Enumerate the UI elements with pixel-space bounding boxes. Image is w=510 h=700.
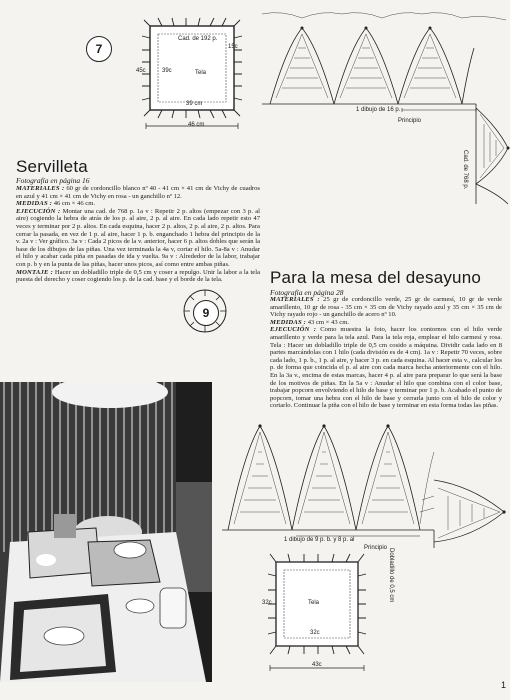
servilleta-paragraph: MONTAJE : Hacer un dobladillo triple de 0,5 cm y coser a repulgo. Unir la labor a la tela puesta del derecho y coser cogiendo los p. de la cad. base y el borde de la tela. bbox=[16, 268, 260, 284]
mesa-paragraph: EJECUCIÓN : Como muestra la foto, hacer los contornos con el hilo verde amarillento y verde para la tela azul. Para la tela roja, emplear el hilo carmesí y rosa. Tela : Hacer un dobladillo triple de 0,5 cm cosido a máquina. Dividir cada lado en 8 partes marcándolas con 1 hilo (cada división es de 4 cm). 1a v : Repetir 70 veces, sobre cada lado, 1 p. b., 1 p. al aire, y hacer 3 p. en cada esquina. Al hacer esta v., calcular los p. de forma que coincida el p. al aire con cada marca hecha anteriormente con el hilo. En la 3a v., encima de estas marcas, hacer 4 p. al aire para preparar lo que será la base de los motivos de piñas. En la 5a v : Anudar el hilo que combina con el color base, trabajar popcorn envolviendo el hilo de base y terminar por 1 p. b. Acabado el punto de popcorn, tomar una hebra con el hilo de base y cerrarla junto con el hilo de color y cortarlo. Continuar la piña con el hilo de base y terminar en esta forma todas las piñas. bbox=[270, 326, 502, 410]
diagram-center-label: Tela bbox=[195, 70, 207, 76]
diagram-right-label: 15c bbox=[228, 44, 238, 50]
placemat-repeat-label: 1 dibujo de 9 p. b. y 8 p. al bbox=[284, 537, 355, 543]
servilleta-instructions bbox=[16, 185, 260, 284]
breakfast-table-photo bbox=[0, 382, 212, 682]
mesa-paragraph: MATERIALES : 25 gr de cordoncillo verde, 25 gr de carmesí, 10 gr de verde amarillento, 10 gr de rosa - 35 cm × 35 cm de Vichy rayado azul y 35 cm × 35 cm de Vichy rayado rojo - un ganchillo de acero nº 10. bbox=[270, 296, 502, 319]
diagram-top-label: Cad. de 192 p. bbox=[178, 36, 218, 42]
placemat-bottom-label: 43c bbox=[312, 662, 322, 668]
diagram-left-label: 45c bbox=[136, 68, 146, 74]
servilleta-paragraph: EJECUCIÓN : Montar una cad. de 768 p. 1a v : Repetir 2 p. altos (empezar con 3 p. al aire) cogiendo la hebra de atrás de los p. al aire, 2 p. al aire. En cada lado repetir esto 47 veces y terminar por 2 p. altos. En cada esquina, hacer 2 p. altos, 2 p. al aire, 2 p. altos. Para cerrar la pasada, en vez de 1 p. al aire, hacer 1 p. b. enganchado 1 hebra del principio de la v. 2a v : Ver gráfico. 3a v : Cada 2 picos de la v. anterior, hacer 6 p. altos dobles que serán la base de los dibujos de las piñas. Una vez terminada la 4a v, cortar el hilo. 5a-8a v : Anudar el hilo y acabar cada piña en pasadas de ida y vuelta. 9a v : Alrededor de la labor, trabajar con p. b y en la punta de las piñas, hacer unos picos, así como entre ambas piñas. bbox=[16, 207, 260, 268]
mesa-paragraph: MEDIDAS : 43 cm × 43 cm. bbox=[270, 318, 349, 326]
pattern-number-badge-9: 9 bbox=[193, 300, 219, 326]
placemat-start-label: Principio bbox=[364, 545, 388, 551]
placemat-inner-bottom-label: 32c bbox=[310, 630, 320, 636]
placemat-circle-motif bbox=[182, 288, 228, 334]
servilleta-photo-ref: Fotografía en página 16 bbox=[16, 176, 90, 185]
mesa-title: Para la mesa del desayuno bbox=[270, 268, 482, 287]
photo-illustration bbox=[0, 382, 212, 682]
napkin-square-diagram bbox=[132, 12, 250, 132]
placemat-side-label: Dobladillo de 0,5 cm bbox=[388, 548, 394, 603]
page-number: 1 bbox=[500, 680, 506, 690]
chart-side-label: Cad. de 768 p. bbox=[462, 150, 468, 190]
placemat-left-label: 32c bbox=[262, 600, 272, 606]
placemat-square-diagram bbox=[256, 548, 376, 676]
diagram-bottom-label: 46 cm bbox=[188, 122, 205, 128]
chart-start-label: Principio bbox=[398, 118, 422, 124]
mesa-instructions bbox=[270, 296, 502, 410]
servilleta-paragraph: MATERIALES : 60 gr de cordoncillo blanco nº 40 - 41 cm × 41 cm de Vichy de cuadros en azul y 41 cm × 41 cm de Vichy en rosa - un ganchillo nº 12. bbox=[16, 185, 260, 200]
servilleta-title: Servilleta bbox=[16, 157, 88, 176]
placemat-crochet-chart bbox=[222, 412, 510, 548]
servilleta-paragraph: MEDIDAS : 46 cm × 46 cm. bbox=[16, 200, 95, 208]
diagram-inner-bottom-label: 39 cm bbox=[186, 101, 203, 107]
mesa-photo-ref: Fotografía en página 28 bbox=[270, 288, 344, 297]
diagram-inner-left-label: 39c bbox=[162, 68, 172, 74]
placemat-center-label: Tela bbox=[308, 600, 320, 606]
pattern-number-badge-7: 7 bbox=[86, 36, 112, 62]
chart-repeat-label: 1 dibujo de 16 p. bbox=[356, 107, 401, 113]
